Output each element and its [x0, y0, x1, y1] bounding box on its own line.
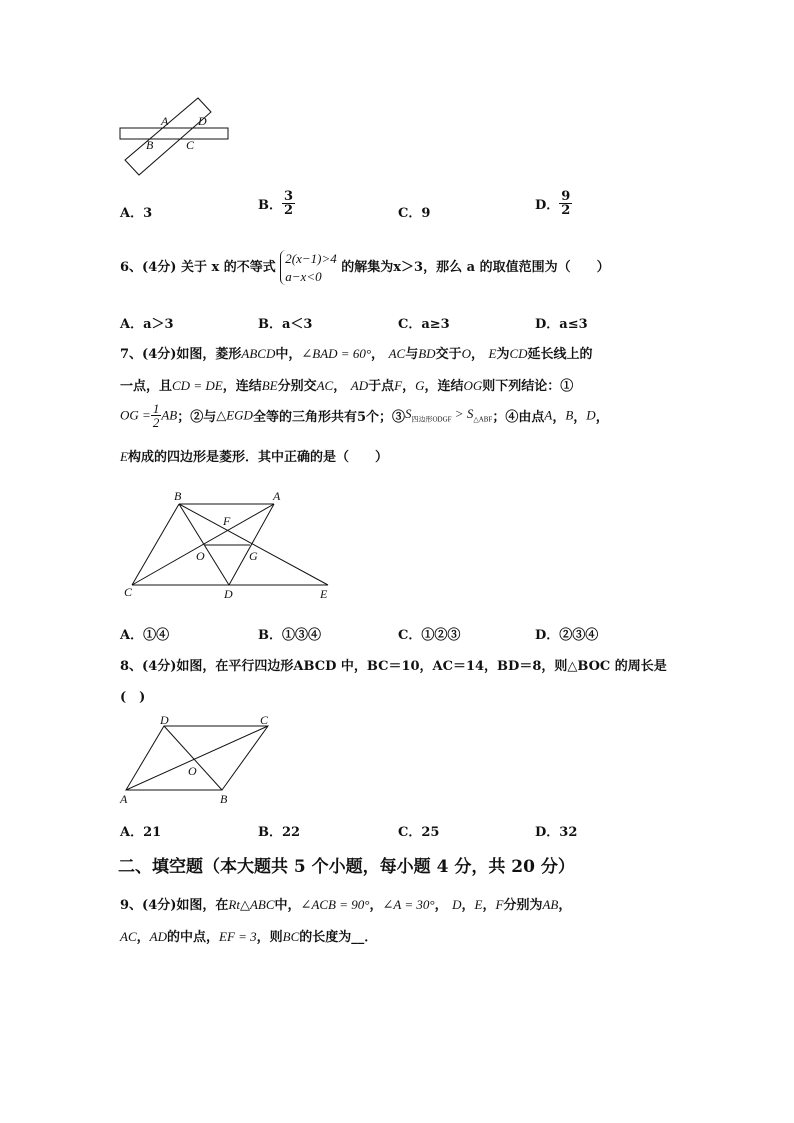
- q8-diagonal-db: [164, 726, 222, 790]
- q7-half-fraction: $\frac{1}{2}$: [152, 401, 160, 430]
- q8-answer-paren: ( ): [120, 690, 146, 705]
- q8-label-a: A: [120, 792, 128, 806]
- q7-label-b: B: [174, 489, 182, 503]
- q7-option-b[interactable]: B．①③④: [258, 628, 322, 643]
- q7-option-c[interactable]: C．①②③: [398, 628, 461, 643]
- q7-line-1: 7、(4分)如图，菱形ABCD中，∠BAD = 60°， AC与BD交于O， E为CD延长线上的: [120, 346, 593, 362]
- q8-number: 8、(4分): [120, 659, 177, 674]
- q6-option-b[interactable]: B．a＜3: [258, 317, 313, 332]
- q6-inequality-system: 2(x−1)>4 a−x<0: [280, 250, 336, 285]
- q7-label-c: C: [124, 585, 133, 599]
- q6-number: 6、(4分): [120, 260, 177, 276]
- q7-label-a: A: [273, 489, 281, 503]
- q8-option-b[interactable]: B．22: [258, 825, 301, 840]
- q9-line-1: 9、(4分)如图，在Rt△ABC中，∠ACB = 90°，∠A = 30°， D，E，F分别为AB，: [120, 897, 572, 913]
- q6-option-d[interactable]: D．a≤3: [535, 317, 588, 332]
- q8-label-o: O: [188, 764, 197, 778]
- q6-question: 6、(4分) 关于 x 的不等式 2(x−1)>4 a−x<0 的解集为x＞3，那么 a 的取值范围为（ ）: [120, 251, 610, 284]
- section-title-fill-in: 二、填空题（本大题共 5 个小题，每小题 4 分，共 20 分）: [118, 857, 575, 877]
- q5-option-d[interactable]: D． $\frac{9}{2}$: [535, 189, 571, 218]
- q7-segment-bc: [132, 504, 179, 585]
- q7-label-o: O: [196, 549, 205, 563]
- q7-option-a[interactable]: A．①④: [120, 628, 170, 643]
- q8-question: 8、(4分)如图，在平行四边形ABCD 中，BC＝10，AC＝14，BD＝8，则△BOC 的周长是: [120, 659, 667, 674]
- q7-label-d: D: [224, 587, 233, 601]
- q7-label-g: G: [249, 549, 258, 563]
- q8-figure: [116, 712, 276, 808]
- q7-line-4: E构成的四边形是菱形．其中正确的是（ ）: [120, 449, 388, 465]
- q8-label-c: C: [260, 713, 269, 727]
- q5-label-d: D: [198, 114, 207, 128]
- q6-option-c[interactable]: C．a≥3: [398, 317, 450, 332]
- q7-option-d[interactable]: D．②③④: [535, 628, 599, 643]
- q9-line-2: AC，AD的中点，EF = 3，则BC的长度为__．: [120, 929, 378, 945]
- q5-figure: [110, 92, 240, 182]
- q5-option-d-fraction: $\frac{9}{2}$: [561, 189, 571, 218]
- q7-label-e: E: [320, 587, 328, 601]
- q8-label-b: B: [220, 792, 228, 806]
- q8-option-a[interactable]: A．21: [120, 825, 162, 840]
- q8-option-d[interactable]: D．32: [535, 825, 578, 840]
- q7-line-2: 一点，且CD = DE，连结BE分别交AC， AD于点F，G，连结OG则下列结论：①: [120, 378, 574, 394]
- q8-diagonal-ac: [126, 726, 268, 790]
- q5-slanted-strip: [125, 98, 211, 175]
- q5-label-a: A: [161, 114, 169, 128]
- q7-line-3: OG = $\frac{1}{2}$ AB；②与△EGD全等的三角形共有5个；$③S_{四边形ODGF} > S_{\triangle ABF}$；④由点A，B，D，: [120, 401, 609, 430]
- q5-label-c: C: [186, 138, 195, 152]
- q5-option-b-fraction: $\frac{3}{2}$: [284, 189, 294, 218]
- q5-option-a[interactable]: A．3: [120, 206, 153, 221]
- q7-figure: [118, 484, 348, 604]
- q5-horizontal-strip: [120, 128, 228, 139]
- q5-label-b: B: [146, 138, 154, 152]
- q8-option-c[interactable]: C．25: [398, 825, 440, 840]
- q5-option-b[interactable]: B． $\frac{3}{2}$: [258, 189, 294, 218]
- q5-option-c[interactable]: C．9: [398, 206, 431, 221]
- q7-label-f: F: [223, 514, 231, 528]
- q8-label-d: D: [160, 713, 169, 727]
- q6-option-a[interactable]: A．a＞3: [120, 317, 174, 332]
